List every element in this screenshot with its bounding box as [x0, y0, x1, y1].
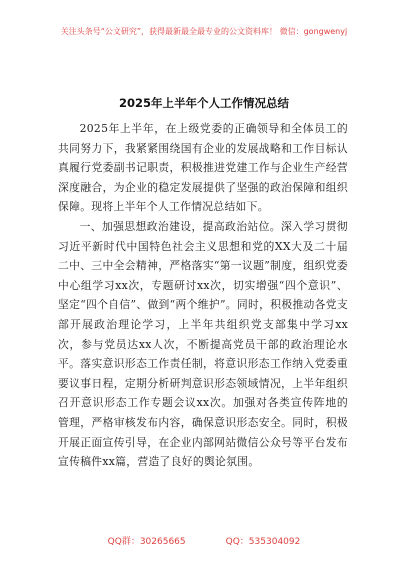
- qq-number: QQ：535304092: [225, 537, 301, 547]
- paragraph-intro: 2025年上半年，在上级党委的正确领导和全体员工的共同努力下，我紧紧围绕国有企业的发展战略和工作目标认真履行党委副书记职责，积极推进党建工作与企业生产经营深度融合，为企业的稳定发展提供了坚强的政治保障和组织保障。现将上半年个人工作情况总结如下。: [58, 122, 348, 214]
- qq-group-number: QQ群：30265665: [107, 537, 186, 547]
- footer-contact: [0, 536, 408, 548]
- paragraph-section-one: 一、加强思想政治建设，提高政治站位。深入学习贯彻习近平新时代中国特色社会主义思想和党的XX大及二十届二中、三中全会精神，严格落实“第一议题”制度，组织党委中心组学习xx次，专题研讨xx次，切实增强“四个意识”、坚定“四个自信”、做到“两个维护”。同时，积极推动各党支部开展政治理论学习，上半年共组织党支部集中学习xx次，参与党员达xx人次，不断提高党员干部的政治理论水平。落实意识形态工作责任制，将意识形态工作纳入党委重要议事日程，定期分析研判意识形态领域情况，上半年组织召开意识形态工作专题会议xx次。加强对各类宣传阵地的管理，严格审核发布内容，确保意识形态安全。同时，积极开展正面宣传引导，在企业内部网站微信公众号等平台发布宣传稿件xx篇，营造了良好的舆论氛围。: [58, 219, 348, 469]
- document-body: [58, 119, 348, 472]
- top-banner: 关注头条号“公文研究”，获得最新最全最专业的公文资料库！ 微信：gongwenyj: [60, 27, 348, 36]
- document-title: 2025年上半年个人工作情况总结: [118, 96, 289, 110]
